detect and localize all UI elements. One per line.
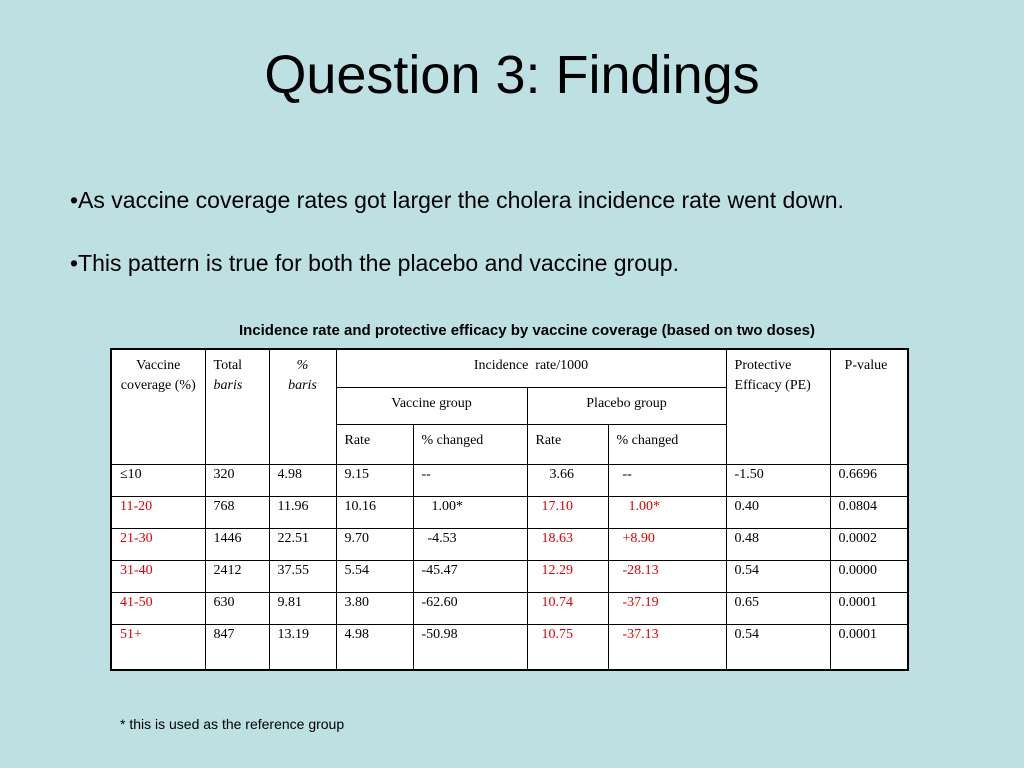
header-pvalue: P-value	[830, 349, 908, 464]
cell-pct: 22.51	[269, 528, 336, 560]
header-pct-baris	[269, 349, 336, 464]
table-row	[111, 592, 908, 624]
header-vaccine-changed: % changed	[413, 424, 527, 464]
cell-pe: -1.50	[726, 464, 830, 496]
cell-placebo-rate: 17.10	[527, 496, 608, 528]
findings-table	[110, 348, 909, 671]
cell-vaccine-rate: 5.54	[336, 560, 413, 592]
cell-coverage: 11-20	[111, 496, 205, 528]
cell-placebo-changed: -28.13	[608, 560, 726, 592]
table-row	[111, 464, 908, 496]
cell-pct: 9.81	[269, 592, 336, 624]
bullet-list	[70, 185, 990, 278]
header-coverage: Vaccine coverage (%)	[111, 349, 205, 464]
table-caption: Incidence rate and protective efficacy by vaccine coverage (based on two doses)	[238, 322, 816, 339]
table-row	[111, 624, 908, 670]
cell-coverage: 31-40	[111, 560, 205, 592]
header-total-label: Total	[213, 358, 243, 373]
slide-title: Question 3: Findings	[264, 45, 760, 105]
cell-vaccine-rate: 9.70	[336, 528, 413, 560]
header-pct-baris-label: baris	[288, 378, 317, 393]
cell-pe: 0.48	[726, 528, 830, 560]
header-vaccine-group: Vaccine group	[336, 387, 527, 424]
header-vaccine-rate: Rate	[336, 424, 413, 464]
cell-vaccine-changed: --	[413, 464, 527, 496]
cell-vaccine-changed: -62.60	[413, 592, 527, 624]
table-row	[111, 496, 908, 528]
cell-coverage: 41-50	[111, 592, 205, 624]
cell-pct: 4.98	[269, 464, 336, 496]
cell-placebo-changed: +8.90	[608, 528, 726, 560]
cell-pct: 11.96	[269, 496, 336, 528]
cell-pct: 37.55	[269, 560, 336, 592]
cell-placebo-changed: -37.13	[608, 624, 726, 670]
header-placebo-group: Placebo group	[527, 387, 726, 424]
header-total-baris-label: baris	[213, 378, 243, 393]
cell-coverage: 51+	[111, 624, 205, 670]
header-placebo-rate: Rate	[527, 424, 608, 464]
cell-placebo-rate: 10.75	[527, 624, 608, 670]
cell-placebo-rate: 18.63	[527, 528, 608, 560]
cell-placebo-rate: 10.74	[527, 592, 608, 624]
cell-placebo-rate: 12.29	[527, 560, 608, 592]
cell-vaccine-changed: -4.53	[413, 528, 527, 560]
table-row	[111, 560, 908, 592]
cell-placebo-changed: 1.00*	[608, 496, 726, 528]
cell-pvalue: 0.0001	[830, 592, 908, 624]
cell-total: 847	[205, 624, 269, 670]
cell-vaccine-changed: 1.00*	[413, 496, 527, 528]
cell-vaccine-rate: 4.98	[336, 624, 413, 670]
cell-placebo-changed: --	[608, 464, 726, 496]
cell-vaccine-rate: 10.16	[336, 496, 413, 528]
cell-pvalue: 0.0000	[830, 560, 908, 592]
cell-total: 630	[205, 592, 269, 624]
cell-vaccine-changed: -50.98	[413, 624, 527, 670]
header-placebo-changed: % changed	[608, 424, 726, 464]
table-body	[111, 464, 908, 670]
cell-coverage: 21-30	[111, 528, 205, 560]
header-incidence: Incidence rate/1000	[336, 349, 726, 387]
table-row	[111, 528, 908, 560]
cell-pe: 0.54	[726, 624, 830, 670]
cell-vaccine-rate: 9.15	[336, 464, 413, 496]
cell-total: 2412	[205, 560, 269, 592]
cell-pvalue: 0.0804	[830, 496, 908, 528]
cell-pvalue: 0.0002	[830, 528, 908, 560]
cell-vaccine-changed: -45.47	[413, 560, 527, 592]
cell-pe: 0.65	[726, 592, 830, 624]
cell-pvalue: 0.0001	[830, 624, 908, 670]
cell-total: 768	[205, 496, 269, 528]
cell-placebo-changed: -37.19	[608, 592, 726, 624]
cell-pvalue: 0.6696	[830, 464, 908, 496]
footnote: * this is used as the reference group	[120, 716, 345, 732]
bullet-item: •As vaccine coverage rates got larger the cholera incidence rate went down.	[70, 187, 844, 213]
header-pct-label: %	[296, 358, 309, 373]
bullet-item: •This pattern is true for both the placebo and vaccine group.	[70, 250, 679, 276]
header-total-baris	[205, 349, 269, 464]
header-pe: Protective Efficacy (PE)	[726, 349, 830, 464]
cell-placebo-rate: 3.66	[527, 464, 608, 496]
cell-pe: 0.54	[726, 560, 830, 592]
cell-total: 1446	[205, 528, 269, 560]
cell-pct: 13.19	[269, 624, 336, 670]
cell-pe: 0.40	[726, 496, 830, 528]
cell-coverage: ≤10	[111, 464, 205, 496]
cell-vaccine-rate: 3.80	[336, 592, 413, 624]
cell-total: 320	[205, 464, 269, 496]
